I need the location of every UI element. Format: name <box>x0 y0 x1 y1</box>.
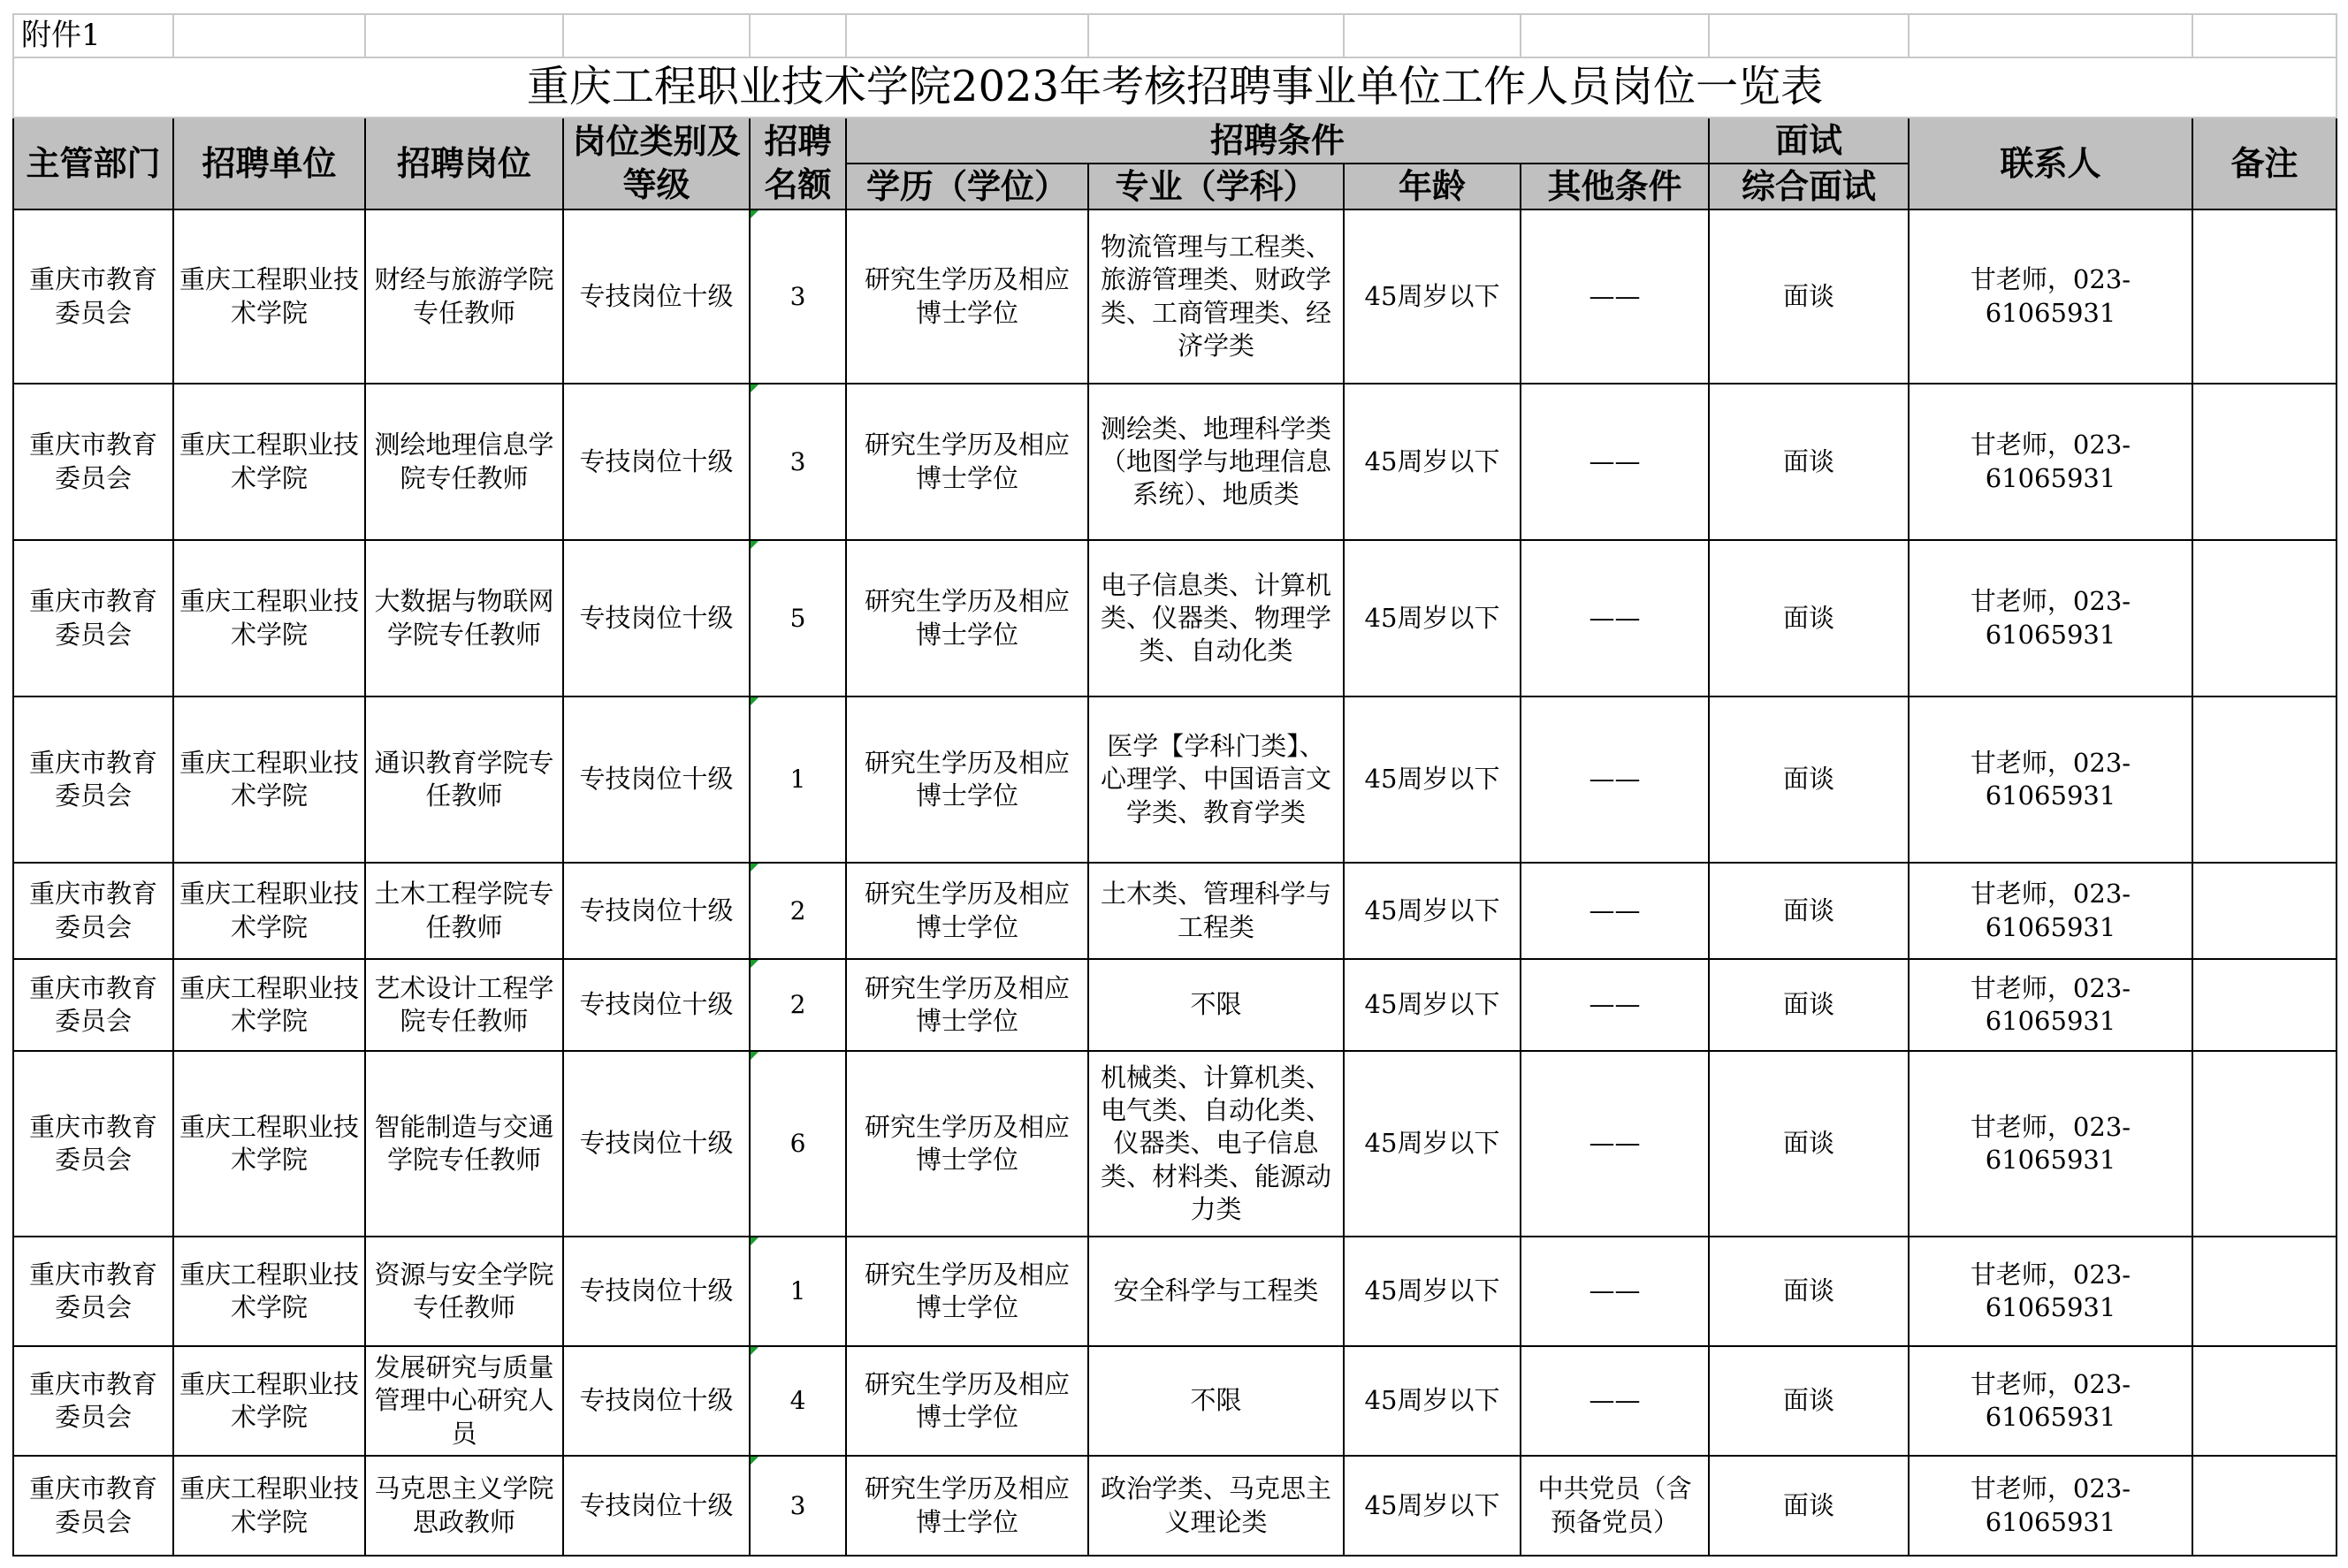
cell-age: 45周岁以下 <box>1344 696 1521 863</box>
cell-department: 重庆市教育委员会 <box>13 959 173 1051</box>
cell-position: 马克思主义学院思政教师 <box>365 1456 563 1556</box>
cell-department: 重庆市教育委员会 <box>13 1456 173 1556</box>
cell-quota: 5 <box>750 540 846 696</box>
table-row <box>13 540 2337 696</box>
cell-remarks <box>2192 384 2337 540</box>
cell-education: 研究生学历及相应博士学位 <box>846 384 1088 540</box>
cell-remarks <box>2192 1346 2337 1456</box>
cell-category: 专技岗位十级 <box>563 540 750 696</box>
header-row-1 <box>13 118 2337 164</box>
cell-age: 45周岁以下 <box>1344 1456 1521 1556</box>
table-row <box>13 959 2337 1051</box>
cell-position: 发展研究与质量管理中心研究人员 <box>365 1346 563 1456</box>
table-row <box>13 1051 2337 1237</box>
cell-contact: 甘老师，023-61065931 <box>1909 959 2192 1051</box>
cell-other: —— <box>1521 1237 1709 1346</box>
header-interview: 面试 <box>1709 118 1909 164</box>
header-contact: 联系人 <box>1909 118 2192 209</box>
cell-interview: 面谈 <box>1709 209 1909 384</box>
cell-age: 45周岁以下 <box>1344 1346 1521 1456</box>
cell-age: 45周岁以下 <box>1344 384 1521 540</box>
header-interview-sub: 综合面试 <box>1709 164 1909 209</box>
cell-department: 重庆市教育委员会 <box>13 1237 173 1346</box>
table-row <box>13 863 2337 959</box>
cell-unit: 重庆工程职业技术学院 <box>173 1237 365 1346</box>
cell-major: 土木类、管理科学与工程类 <box>1088 863 1344 959</box>
attachment-row <box>13 14 2337 57</box>
cell-position: 资源与安全学院专任教师 <box>365 1237 563 1346</box>
cell-other: —— <box>1521 959 1709 1051</box>
cell-age: 45周岁以下 <box>1344 959 1521 1051</box>
cell-major: 机械类、计算机类、电气类、自动化类、仪器类、电子信息类、材料类、能源动力类 <box>1088 1051 1344 1237</box>
cell-quota: 3 <box>750 209 846 384</box>
cell-major: 医学【学科门类】、心理学、中国语言文学类、教育学类 <box>1088 696 1344 863</box>
cell-remarks <box>2192 959 2337 1051</box>
header-position: 招聘岗位 <box>365 118 563 209</box>
cell-interview: 面谈 <box>1709 384 1909 540</box>
cell-age: 45周岁以下 <box>1344 1237 1521 1346</box>
header-age: 年龄 <box>1344 164 1521 209</box>
cell-quota: 2 <box>750 863 846 959</box>
cell-department: 重庆市教育委员会 <box>13 1346 173 1456</box>
cell-education: 研究生学历及相应博士学位 <box>846 696 1088 863</box>
cell-quota: 4 <box>750 1346 846 1456</box>
cell-unit: 重庆工程职业技术学院 <box>173 1346 365 1456</box>
cell-department: 重庆市教育委员会 <box>13 863 173 959</box>
cell-remarks <box>2192 1237 2337 1346</box>
cell-interview: 面谈 <box>1709 1051 1909 1237</box>
cell-age: 45周岁以下 <box>1344 863 1521 959</box>
cell-age: 45周岁以下 <box>1344 209 1521 384</box>
cell-quota: 6 <box>750 1051 846 1237</box>
cell-interview: 面谈 <box>1709 1237 1909 1346</box>
cell-major: 政治学类、马克思主义理论类 <box>1088 1456 1344 1556</box>
table-row <box>13 696 2337 863</box>
cell-quota: 2 <box>750 959 846 1051</box>
cell-education: 研究生学历及相应博士学位 <box>846 1237 1088 1346</box>
cell-other: —— <box>1521 384 1709 540</box>
cell-contact: 甘老师，023-61065931 <box>1909 696 2192 863</box>
header-category: 岗位类别及等级 <box>563 118 750 209</box>
cell-other: —— <box>1521 696 1709 863</box>
cell-other: —— <box>1521 209 1709 384</box>
cell-unit: 重庆工程职业技术学院 <box>173 863 365 959</box>
cell-category: 专技岗位十级 <box>563 696 750 863</box>
cell-other: 中共党员（含预备党员） <box>1521 1456 1709 1556</box>
table-row <box>13 1346 2337 1456</box>
cell-remarks <box>2192 1456 2337 1556</box>
cell-contact: 甘老师，023-61065931 <box>1909 863 2192 959</box>
cell-contact: 甘老师，023-61065931 <box>1909 1346 2192 1456</box>
cell-category: 专技岗位十级 <box>563 959 750 1051</box>
cell-contact: 甘老师，023-61065931 <box>1909 1051 2192 1237</box>
cell-position: 土木工程学院专任教师 <box>365 863 563 959</box>
header-education: 学历（学位） <box>846 164 1088 209</box>
header-department: 主管部门 <box>13 118 173 209</box>
cell-position: 大数据与物联网学院专任教师 <box>365 540 563 696</box>
cell-category: 专技岗位十级 <box>563 1456 750 1556</box>
header-major: 专业（学科） <box>1088 164 1344 209</box>
title-row <box>13 57 2337 118</box>
cell-age: 45周岁以下 <box>1344 540 1521 696</box>
cell-contact: 甘老师，023-61065931 <box>1909 1237 2192 1346</box>
cell-remarks <box>2192 696 2337 863</box>
cell-unit: 重庆工程职业技术学院 <box>173 696 365 863</box>
cell-education: 研究生学历及相应博士学位 <box>846 1346 1088 1456</box>
cell-other: —— <box>1521 540 1709 696</box>
cell-interview: 面谈 <box>1709 540 1909 696</box>
cell-education: 研究生学历及相应博士学位 <box>846 1051 1088 1237</box>
cell-unit: 重庆工程职业技术学院 <box>173 384 365 540</box>
cell-unit: 重庆工程职业技术学院 <box>173 209 365 384</box>
cell-other: —— <box>1521 863 1709 959</box>
cell-position: 通识教育学院专任教师 <box>365 696 563 863</box>
cell-quota: 3 <box>750 384 846 540</box>
header-conditions: 招聘条件 <box>846 118 1709 164</box>
cell-position: 艺术设计工程学院专任教师 <box>365 959 563 1051</box>
cell-category: 专技岗位十级 <box>563 1051 750 1237</box>
table-row <box>13 1237 2337 1346</box>
cell-unit: 重庆工程职业技术学院 <box>173 1051 365 1237</box>
cell-contact: 甘老师，023-61065931 <box>1909 540 2192 696</box>
header-unit: 招聘单位 <box>173 118 365 209</box>
attachment-label: 附件1 <box>13 14 173 57</box>
header-other: 其他条件 <box>1521 164 1709 209</box>
cell-quota: 3 <box>750 1456 846 1556</box>
table-row <box>13 1456 2337 1556</box>
cell-contact: 甘老师，023-61065931 <box>1909 1456 2192 1556</box>
cell-major: 测绘类、地理科学类（地图学与地理信息系统）、地质类 <box>1088 384 1344 540</box>
cell-education: 研究生学历及相应博士学位 <box>846 959 1088 1051</box>
cell-education: 研究生学历及相应博士学位 <box>846 863 1088 959</box>
cell-major: 物流管理与工程类、旅游管理类、财政学类、工商管理类、经济学类 <box>1088 209 1344 384</box>
cell-interview: 面谈 <box>1709 959 1909 1051</box>
cell-unit: 重庆工程职业技术学院 <box>173 540 365 696</box>
table-row <box>13 384 2337 540</box>
cell-education: 研究生学历及相应博士学位 <box>846 1456 1088 1556</box>
cell-age: 45周岁以下 <box>1344 1051 1521 1237</box>
cell-interview: 面谈 <box>1709 696 1909 863</box>
cell-quota: 1 <box>750 1237 846 1346</box>
cell-position: 智能制造与交通学院专任教师 <box>365 1051 563 1237</box>
cell-interview: 面谈 <box>1709 1346 1909 1456</box>
cell-unit: 重庆工程职业技术学院 <box>173 1456 365 1556</box>
header-remarks: 备注 <box>2192 118 2337 209</box>
cell-department: 重庆市教育委员会 <box>13 209 173 384</box>
cell-department: 重庆市教育委员会 <box>13 540 173 696</box>
cell-education: 研究生学历及相应博士学位 <box>846 209 1088 384</box>
header-quota: 招聘名额 <box>750 118 846 209</box>
cell-remarks <box>2192 540 2337 696</box>
cell-department: 重庆市教育委员会 <box>13 696 173 863</box>
cell-major: 不限 <box>1088 959 1344 1051</box>
cell-unit: 重庆工程职业技术学院 <box>173 959 365 1051</box>
cell-category: 专技岗位十级 <box>563 1237 750 1346</box>
cell-department: 重庆市教育委员会 <box>13 384 173 540</box>
cell-remarks <box>2192 209 2337 384</box>
cell-category: 专技岗位十级 <box>563 209 750 384</box>
recruitment-table <box>12 13 2337 1557</box>
cell-other: —— <box>1521 1051 1709 1237</box>
cell-category: 专技岗位十级 <box>563 1346 750 1456</box>
cell-remarks <box>2192 863 2337 959</box>
cell-major: 电子信息类、计算机类、仪器类、物理学类、自动化类 <box>1088 540 1344 696</box>
cell-other: —— <box>1521 1346 1709 1456</box>
cell-department: 重庆市教育委员会 <box>13 1051 173 1237</box>
cell-contact: 甘老师，023-61065931 <box>1909 209 2192 384</box>
cell-major: 安全科学与工程类 <box>1088 1237 1344 1346</box>
cell-position: 测绘地理信息学院专任教师 <box>365 384 563 540</box>
cell-remarks <box>2192 1051 2337 1237</box>
cell-category: 专技岗位十级 <box>563 863 750 959</box>
cell-quota: 1 <box>750 696 846 863</box>
cell-major: 不限 <box>1088 1346 1344 1456</box>
cell-category: 专技岗位十级 <box>563 384 750 540</box>
cell-contact: 甘老师，023-61065931 <box>1909 384 2192 540</box>
table-row <box>13 209 2337 384</box>
cell-education: 研究生学历及相应博士学位 <box>846 540 1088 696</box>
cell-interview: 面谈 <box>1709 863 1909 959</box>
cell-interview: 面谈 <box>1709 1456 1909 1556</box>
page-title: 重庆工程职业技术学院2023年考核招聘事业单位工作人员岗位一览表 <box>13 57 2337 118</box>
cell-position: 财经与旅游学院专任教师 <box>365 209 563 384</box>
